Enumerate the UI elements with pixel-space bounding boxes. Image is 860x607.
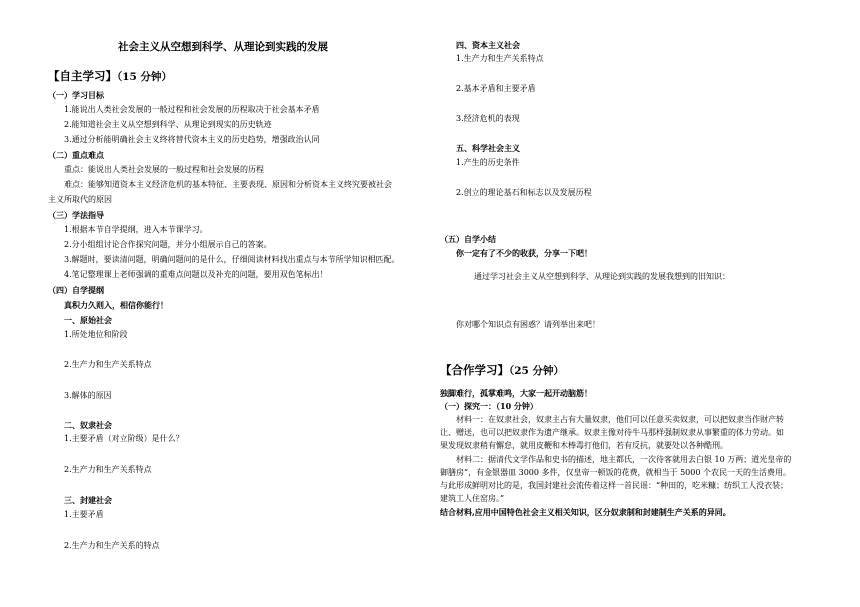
method-item: 4.笔记整理课上老师强调的重难点问题以及补充的问题，要用双色笔标出！ bbox=[64, 270, 328, 279]
scientific-heading: 五、科学社会主义 bbox=[456, 143, 520, 153]
difficult-point: 难点：能够知道资本主义经济危机的基本特征、主要表现、原因和分析资本主义终究要被社会 bbox=[64, 180, 392, 189]
method-item: 3.解题时，要读清问题，明确问题问的是什么，仔细阅读材料找出重点与本节所学知识相匹配。 bbox=[64, 255, 400, 264]
goal-item: 1.能说出人类社会发展的一般过程和社会发展的历程取决于社会基本矛盾 bbox=[64, 105, 320, 114]
summary-heading: （五）自学小结 bbox=[440, 234, 496, 244]
self-study-title: 【自主学习】 bbox=[48, 69, 117, 83]
material2-line: 与此形成鲜明对比的是，我国封建社会流传着这样一首民谣：“种田的，吃米糠；纺织工人没衣装； bbox=[440, 481, 789, 490]
slave-q1: 1.主要矛盾（对立阶级）是什么？ bbox=[64, 434, 184, 443]
coop-time: （25 分钟） bbox=[509, 365, 565, 377]
feudal-heading: 三、封建社会 bbox=[64, 495, 112, 505]
material1-line: 果发现奴隶稍有懈怠，就用皮鞭和木棒毒打他们，若有反抗，就要处以各种酷刑。 bbox=[440, 441, 728, 450]
page-title: 社会主义从空想到科学、从理论到实践的发展 bbox=[118, 41, 328, 53]
material2-line: 材料二：据清代文学作品和史书的描述，地主都氏，一次待客就用去白银 10 万两；道光皇帝的 bbox=[456, 455, 792, 464]
method-item: 1.根据本节自学提纲，进入本节课学习。 bbox=[64, 225, 208, 234]
primitive-heading: 一、原始社会 bbox=[64, 315, 112, 325]
coop-slogan: 独脚难行，孤掌难鸣，大家一起开动脑筋！ bbox=[440, 388, 592, 398]
feudal-q2: 2.生产力和生产关系的特点 bbox=[64, 541, 160, 550]
goal-item: 3.通过分析能明确社会主义终将替代资本主义的历史趋势，增强政治认同 bbox=[64, 135, 320, 144]
material2-line: 御膳房”，有金银器皿 3000 多件，仅皇帝一顿饭的花费，就相当于 5000 个农民一天的生活费用。 bbox=[440, 468, 791, 477]
key-point: 重点：能说出人类社会发展的一般过程和社会发展的历程 bbox=[64, 165, 264, 174]
coop-heading bbox=[440, 363, 564, 378]
method-heading: （三）学法指导 bbox=[48, 210, 104, 220]
capitalist-q2: 2.基本矛盾和主要矛盾 bbox=[456, 84, 536, 93]
scientific-q1: 1.产生的历史条件 bbox=[456, 158, 520, 167]
primitive-q2: 2.生产力和生产关系特点 bbox=[64, 360, 152, 369]
feudal-q1: 1.主要矛盾 bbox=[64, 510, 104, 519]
summary-doubt: 你对哪个知识点有困惑？请列举出来吧！ bbox=[456, 320, 600, 329]
self-study-time: （15 分钟） bbox=[117, 71, 173, 83]
primitive-q1: 1.所处地位和阶段 bbox=[64, 330, 128, 339]
material2-line: 建筑工人住窑房。” bbox=[440, 494, 505, 503]
scientific-q2: 2.创立的理论基石和标志以及发展历程 bbox=[456, 188, 592, 197]
material1-line: 让、赠送，也可以把奴隶作为遗产继承。奴隶主像对待牛马那样强制奴隶从事繁重的体力劳动。如 bbox=[440, 428, 784, 437]
summary-prompt: 你一定有了不少的收获，分享一下吧！ bbox=[456, 248, 592, 258]
goal-item: 2.能知道社会主义从空想到科学、从理论到现实的历史轨迹 bbox=[64, 120, 272, 129]
coop-title: 【合作学习】 bbox=[440, 363, 509, 377]
primitive-q3: 3.解体的原因 bbox=[64, 391, 112, 400]
method-item: 2.分小组组讨论合作探究问题，并分小组展示自己的答案。 bbox=[64, 240, 272, 249]
outline-slogan: 真积力久则入，相信你能行！ bbox=[64, 300, 168, 310]
capitalist-q1: 1.生产力和生产关系特点 bbox=[456, 54, 544, 63]
explore-heading: （一）探究一：（10 分钟） bbox=[440, 401, 538, 411]
capitalist-heading: 四、资本主义社会 bbox=[456, 40, 520, 50]
difficult-point-cont: 主义所取代的原因 bbox=[48, 195, 112, 204]
capitalist-q3: 3.经济危机的表现 bbox=[456, 114, 520, 123]
summary-old-knowledge: 通过学习社会主义从空想到科学、从理论到实践的发展我想到的旧知识： bbox=[474, 272, 730, 281]
outline-heading: （四）自学提纲 bbox=[48, 285, 104, 295]
self-study-heading bbox=[48, 69, 172, 84]
coop-question: 结合材料,应用中国特色社会主义相关知识，区分奴隶制和封建制生产关系的异同。 bbox=[440, 507, 731, 517]
goals-heading: （一）学习目标 bbox=[48, 90, 104, 100]
slave-heading: 二、奴隶社会 bbox=[64, 420, 112, 430]
slave-q2: 2.生产力和生产关系特点 bbox=[64, 465, 152, 474]
material1-line: 材料一：在奴隶社会，奴隶主占有大量奴隶，他们可以任意买卖奴隶，可以把奴隶当作财产转 bbox=[456, 415, 784, 424]
key-points-heading: （二）重点难点 bbox=[48, 150, 104, 160]
